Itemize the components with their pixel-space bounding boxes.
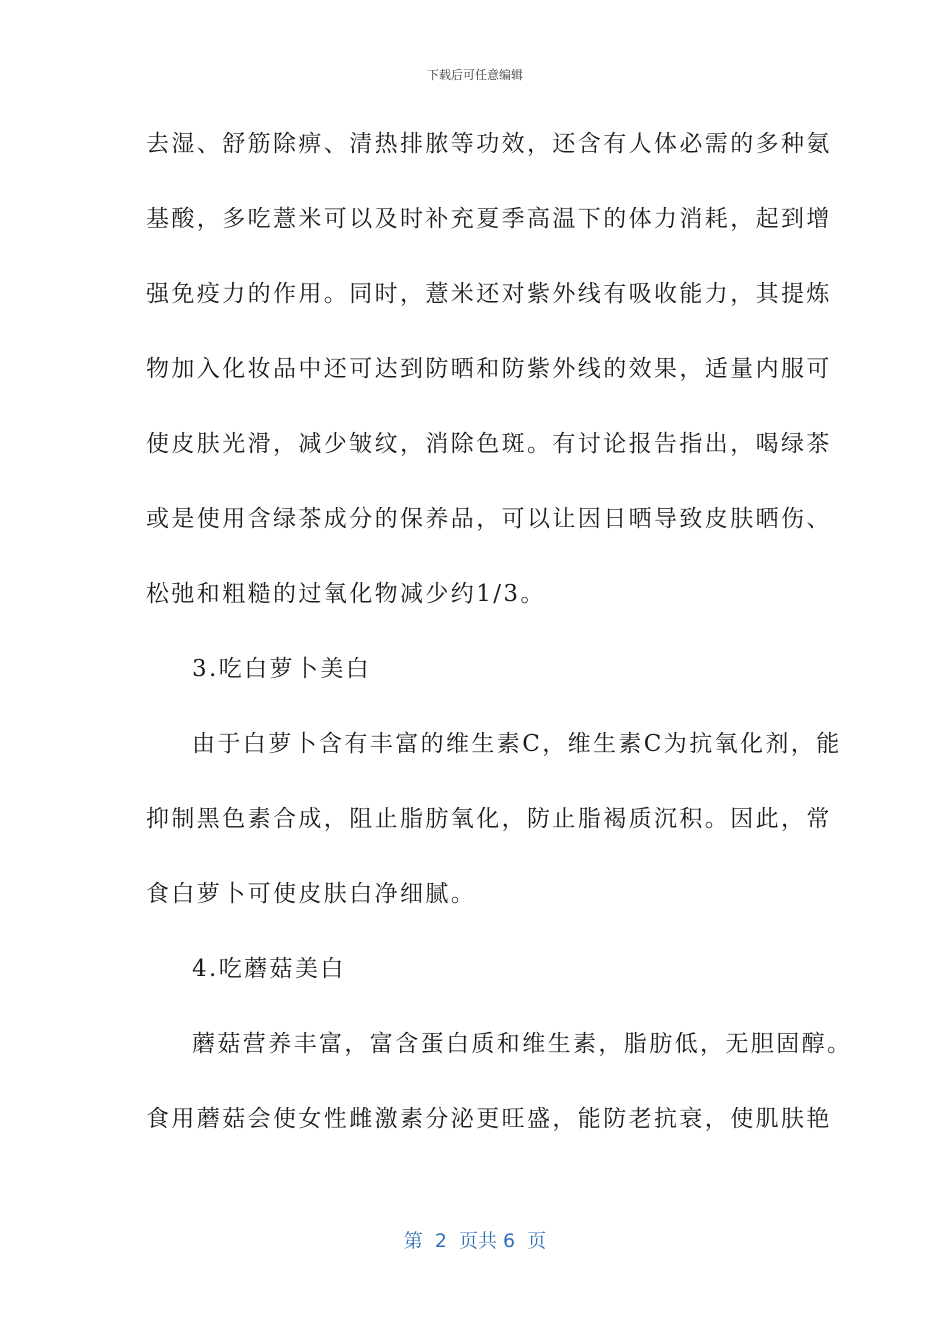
body-line-14: 食用蘑菇会使女性雌激素分泌更旺盛，能防老抗衰，使肌肤艳	[146, 1106, 832, 1132]
body-line-4: 物加入化妆品中还可达到防晒和防紫外线的效果，适量内服可	[146, 356, 832, 382]
page-number-footer: 第 2 页共 6 页	[403, 1230, 547, 1252]
body-line-13: 蘑菇营养丰富，富含蛋白质和维生素，脂肪低，无胆固醇。	[192, 1031, 853, 1057]
body-line-10: 抑制黑色素合成，阻止脂肪氧化，防止脂褐质沉积。因此，常	[146, 806, 832, 832]
section-heading-4: 4.吃蘑菇美白	[192, 956, 346, 982]
body-line-11: 食白萝卜可使皮肤白净细腻。	[146, 881, 477, 907]
body-line-5: 使皮肤光滑，减少皱纹，消除色斑。有讨论报告指出，喝绿茶	[146, 431, 832, 457]
body-line-6: 或是使用含绿茶成分的保养品，可以让因日晒导致皮肤晒伤、	[146, 506, 832, 532]
body-line-1: 去湿、舒筋除痹、清热排脓等功效，还含有人体必需的多种氨	[146, 131, 832, 157]
body-line-9: 由于白萝卜含有丰富的维生素C，维生素C为抗氧化剂，能	[192, 731, 842, 757]
body-line-3: 强免疫力的作用。同时，薏米还对紫外线有吸收能力，其提炼	[146, 281, 832, 307]
body-line-7: 松弛和粗糙的过氧化物减少约1/3。	[146, 581, 546, 607]
section-heading-3: 3.吃白萝卜美白	[192, 656, 372, 682]
body-line-2: 基酸，多吃薏米可以及时补充夏季高温下的体力消耗，起到增	[146, 206, 832, 232]
page-header: 下载后可任意编辑	[426, 68, 523, 82]
